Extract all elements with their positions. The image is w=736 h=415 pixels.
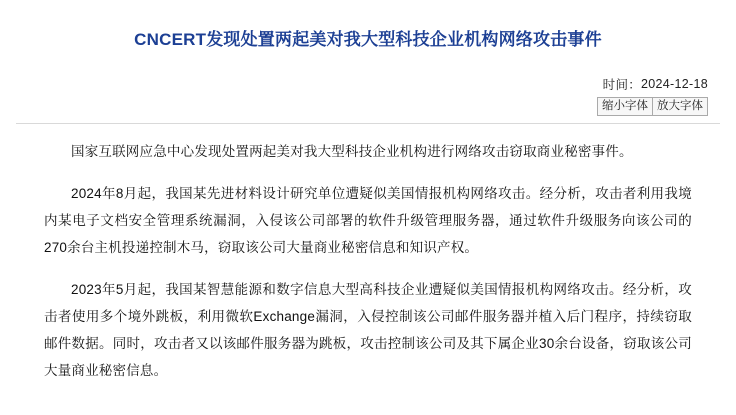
decrease-font-button[interactable]: 缩小字体	[597, 97, 653, 116]
article-paragraph: 2024年8月起，我国某先进材料设计研究单位遭疑似美国情报机构网络攻击。经分析，攻击者利用我境内某电子文档安全管理系统漏洞，入侵该公司部署的软件升级管理服务器，通过软件升级服务向该公司的270余台主机投递控制木马，窃取该公司大量商业秘密信息和知识产权。	[44, 185, 692, 255]
increase-font-button[interactable]: 放大字体	[653, 97, 708, 116]
article-paragraph: 国家互联网应急中心发现处置两起美对我大型科技企业机构进行网络攻击窃取商业秘密事件。	[71, 143, 633, 159]
publish-time-value: 2024-12-18	[641, 76, 708, 91]
font-size-controls	[0, 93, 736, 116]
page-title: CNCERT发现处置两起美对我大型科技企业机构网络攻击事件	[134, 30, 602, 50]
article-meta	[0, 65, 736, 93]
article-paragraph: 2023年5月起，我国某智慧能源和数字信息大型高科技企业遭疑似美国情报机构网络攻击。经分析，攻击者使用多个境外跳板，利用微软Exchange漏洞，入侵控制该公司邮件服务器并植入后门程序，持续窃取邮件数据。同时，攻击者又以该邮件服务器为跳板，攻击控制该公司及其下属企业30余台设备，窃取该公司大量商业秘密信息。	[44, 281, 692, 378]
publish-time-label: 时间：	[602, 77, 642, 92]
article-page	[0, 11, 736, 415]
article-body	[0, 124, 736, 384]
